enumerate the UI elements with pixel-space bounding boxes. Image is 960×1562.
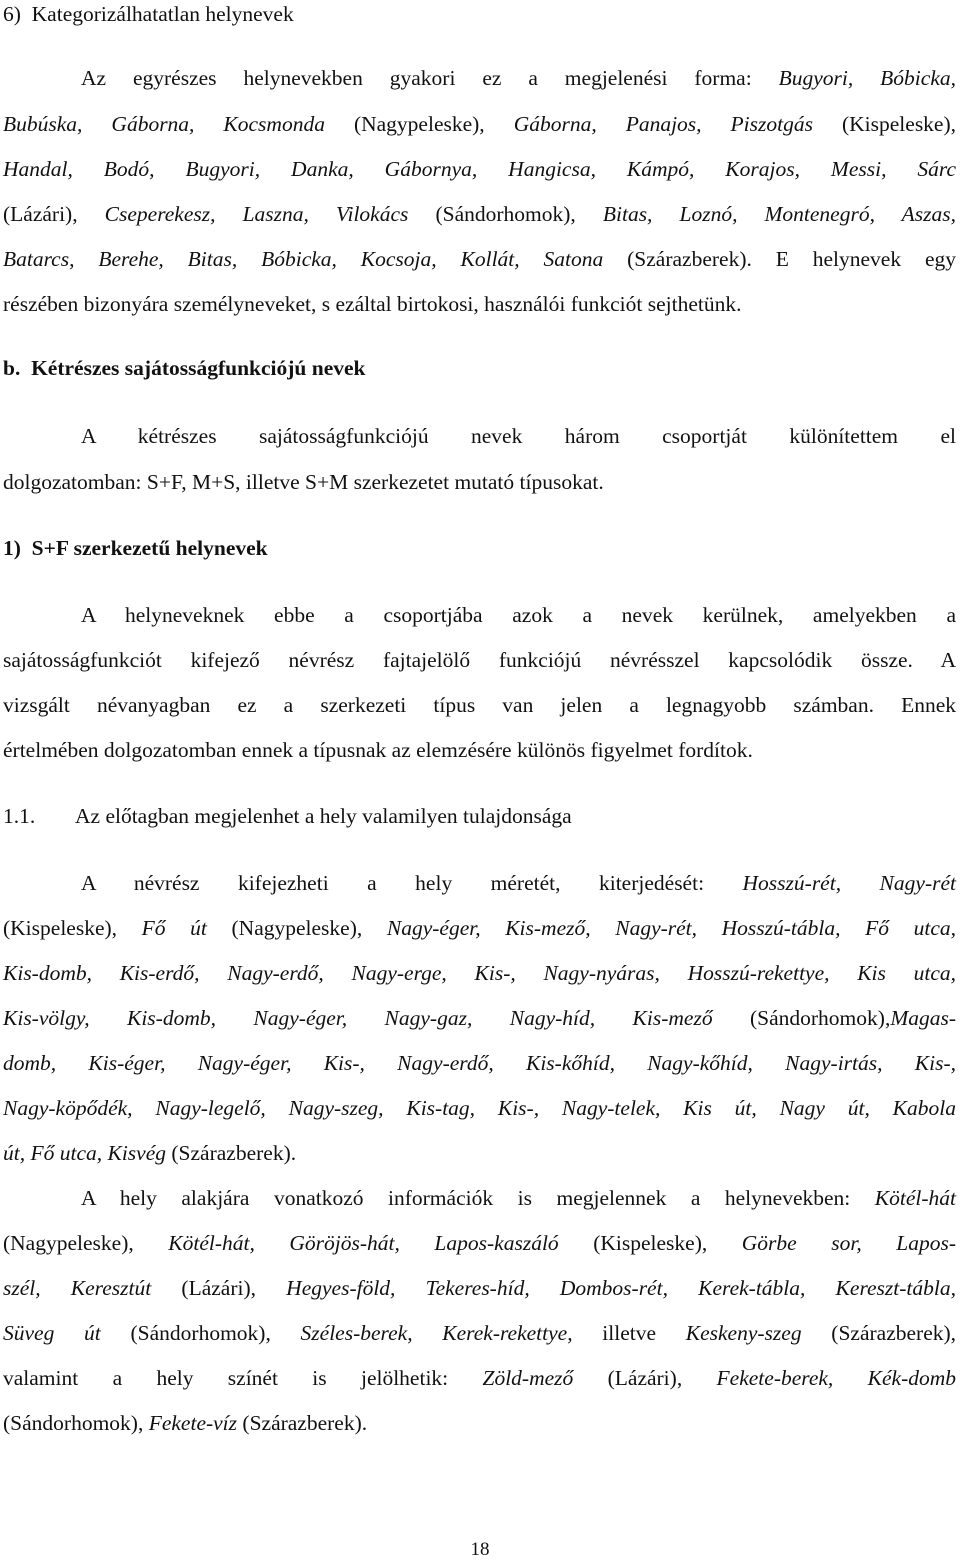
- subsection-number: 1.1.: [3, 804, 36, 828]
- section-heading-b: b. Kétrészes sajátosságfunkciójú nevek: [3, 356, 366, 380]
- paragraph-1-line-6: részében bizonyára személyneveket, s ezáltal birtokosi, használói funkciót sejthetünk.: [3, 292, 742, 316]
- paragraph-5-line-4: Süveg út (Sándorhomok), Széles-berek, Kerek-rekettye, illetve Keskeny-szeg (Szárazberek),: [3, 1321, 957, 1345]
- section-heading-1: 1) S+F szerkezetű helynevek: [3, 536, 268, 560]
- paragraph-4-line-5: domb, Kis-éger, Nagy-éger, Kis-, Nagy-erdő, Kis-kőhíd, Nagy-kőhíd, Nagy-irtás, Kis-,: [3, 1051, 956, 1075]
- paragraph-5-line-5: valamint a hely színét is jelölhetik: Zöld-mező (Lázári), Fekete-berek, Kék-domb: [3, 1366, 957, 1390]
- paragraph-3-line-3: vizsgált névanyagban ez a szerkezeti típus van jelen a legnagyobb számban. Ennek: [3, 693, 956, 717]
- paragraph-5-line-6: (Sándorhomok), Fekete-víz (Szárazberek).: [3, 1411, 368, 1435]
- paragraph-5-line-2: (Nagypeleske), Kötél-hát, Göröjös-hát, Lapos-kaszáló (Kispeleske), Görbe sor, Lapos-: [3, 1231, 956, 1255]
- paragraph-4-line-6: Nagy-köpődék, Nagy-legelő, Nagy-szeg, Kis-tag, Kis-, Nagy-telek, Kis út, Nagy út, Kabola: [3, 1096, 956, 1120]
- paragraph-5-line-1: A hely alakjára vonatkozó információk is megjelennek a helynevekben: Kötél-hát: [81, 1186, 956, 1210]
- paragraph-1-line-1: Az egyrészes helynevekben gyakori ez a megjelenési forma: Bugyori, Bóbicka,: [81, 66, 956, 90]
- paragraph-4-line-4: Kis-völgy, Kis-domb, Nagy-éger, Nagy-gaz, Nagy-híd, Kis-mező (Sándorhomok),Magas-: [3, 1006, 957, 1030]
- section-heading-6: 6) Kategorizálhatatlan helynevek: [3, 2, 294, 26]
- paragraph-2-line-1: A kétrészes sajátosságfunkciójú nevek három csoportját különítettem el: [81, 424, 956, 448]
- page-number: 18: [470, 1539, 490, 1560]
- subsection-heading-1-1: [3, 802, 956, 830]
- paragraph-4-line-7: út, Fő utca, Kisvég (Szárazberek).: [3, 1141, 297, 1165]
- paragraph-4-line-3: Kis-domb, Kis-erdő, Nagy-erdő, Nagy-erge, Kis-, Nagy-nyáras, Hosszú-rekettye, Kis utca,: [3, 961, 956, 985]
- paragraph-4-line-2: (Kispeleske), Fő út (Nagypeleske), Nagy-éger, Kis-mező, Nagy-rét, Hosszú-tábla, Fő utca,: [3, 916, 957, 940]
- paragraph-3-line-4: értelmében dolgozatomban ennek a típusnak az elemzésére különös figyelmet fordítok.: [3, 738, 753, 762]
- paragraph-3-line-1: A helyneveknek ebbe a csoportjába azok a nevek kerülnek, amelyekben a: [81, 603, 956, 627]
- paragraph-5-line-3: szél, Keresztút (Lázári), Hegyes-föld, Tekeres-híd, Dombos-rét, Kerek-tábla, Kereszt-tábla,: [3, 1276, 956, 1300]
- subsection-title: Az előtagban megjelenhet a hely valamilyen tulajdonsága: [75, 804, 572, 828]
- paragraph-4-line-1: A névrész kifejezheti a hely méretét, kiterjedését: Hosszú-rét, Nagy-rét: [81, 871, 956, 895]
- paragraph-1-line-3: Handal, Bodó, Bugyori, Danka, Gábornya, Hangicsa, Kámpó, Korajos, Messi, Sárc: [3, 157, 956, 181]
- paragraph-1-line-5: Batarcs, Berehe, Bitas, Bóbicka, Kocsoja, Kollát, Satona (Szárazberek). E helynevek egy: [3, 247, 956, 271]
- paragraph-1-line-4: (Lázári), Cseperekesz, Laszna, Vilokács (Sándorhomok), Bitas, Loznó, Montenegró, Aszas,: [3, 202, 957, 226]
- paragraph-2-line-2: dolgozatomban: S+F, M+S, illetve S+M szerkezetet mutató típusokat.: [3, 470, 604, 494]
- paragraph-1-line-2: Bubúska, Gáborna, Kocsmonda (Nagypeleske), Gáborna, Panajos, Piszotgás (Kispeleske),: [3, 112, 957, 136]
- paragraph-3-line-2: sajátosságfunkciót kifejező névrész fajtajelölő funkciójú névrésszel kapcsolódik össze. A: [3, 648, 956, 672]
